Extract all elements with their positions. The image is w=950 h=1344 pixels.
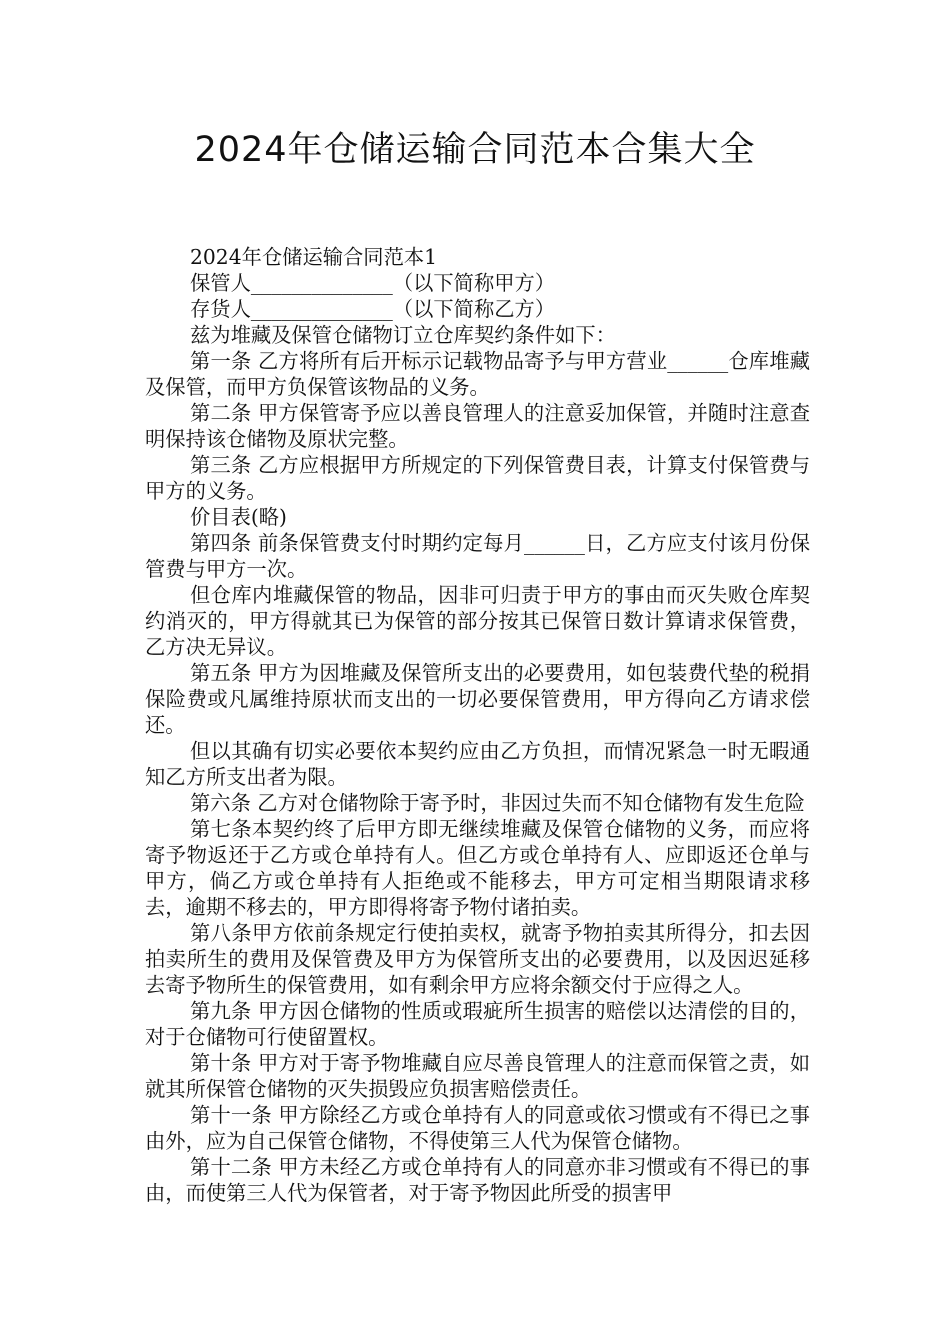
paragraph-article-4: 第四条 前条保管费支付时期约定每月______日，乙方应支付该月份保管费与甲方一次。 (145, 531, 810, 581)
paragraph-article-9: 第九条 甲方因仓储物的性质或瑕疵所生损害的赔偿以达清偿的目的，对于仓储物可行使留置权。 (145, 999, 810, 1049)
paragraph-article-6: 第六条 乙方对仓储物除于寄予时，非因过失而不知仓储物有发生危险 (190, 791, 805, 815)
paragraph-article-7: 第七条本契约终了后甲方即无继续堆藏及保管仓储物的义务，而应将寄予物返还于乙方或仓单持有人。但乙方或仓单持有人、应即返还仓单与甲方，倘乙方或仓单持有人拒绝或不能移去，甲方可定相当期限请求移去，逾期不移去的，甲方即得将寄予物付诸拍卖。 (145, 817, 810, 919)
paragraph-article-3: 第三条 乙方应根据甲方所规定的下列保管费目表，计算支付保管费与甲方的义务。 (145, 453, 810, 503)
paragraph-article-11: 第十一条 甲方除经乙方或仓单持有人的同意或依习惯或有不得已之事由外，应为自己保管仓储物，不得使第三人代为保管仓储物。 (145, 1103, 810, 1153)
document-title: 2024年仓储运输合同范本合集大全 (194, 130, 756, 170)
paragraph-price-list: 价目表(略) (190, 505, 287, 529)
paragraph-article-10: 第十条 甲方对于寄予物堆藏自应尽善良管理人的注意而保管之责，如就其所保管仓储物的灭失损毁应负损害赔偿责任。 (145, 1051, 810, 1101)
paragraph-article-2: 第二条 甲方保管寄予应以善良管理人的注意妥加保管，并随时注意查明保持该仓储物及原状完整。 (145, 401, 810, 451)
paragraph-article-4-proviso: 但仓库内堆藏保管的物品，因非可归责于甲方的事由而灭失败仓库契约消灭的，甲方得就其已为保管的部分按其已保管日数计算请求保管费，乙方决无异议。 (145, 583, 810, 659)
paragraph-article-5: 第五条 甲方为因堆藏及保管所支出的必要费用，如包装费代垫的税捐保险费或凡属维持原状而支出的一切必要保管费用，甲方得向乙方请求偿还。 (145, 661, 810, 737)
document-body (145, 244, 810, 1206)
paragraph-article-5-proviso: 但以其确有切实必要依本契约应由乙方负担，而情况紧急一时无暇通知乙方所支出者为限。 (145, 739, 810, 789)
paragraph-preamble: 兹为堆藏及保管仓储物订立仓库契约条件如下： (190, 323, 616, 347)
paragraph-depositor: 存货人______________（以下简称乙方） (190, 297, 556, 321)
paragraph-article-12: 第十二条 甲方未经乙方或仓单持有人的同意亦非习惯或有不得已的事由，而使第三人代为保管者，对于寄予物因此所受的损害甲 (145, 1155, 810, 1205)
paragraph-contract-heading: 2024年仓储运输合同范本1 (190, 245, 438, 269)
paragraph-custodian: 保管人______________（以下简称甲方） (190, 271, 556, 295)
paragraph-article-1: 第一条 乙方将所有后开标示记载物品寄予与甲方营业______仓库堆藏及保管，而甲方负保管该物品的义务。 (145, 349, 810, 399)
paragraph-article-8: 第八条甲方依前条规定行使拍卖权，就寄予物拍卖其所得分，扣去因拍卖所生的费用及保管费及甲方为保管所支出的必要费用，以及因迟延移去寄予物所生的保管费用，如有剩余甲方应将余额交付于应得之人。 (145, 921, 810, 997)
